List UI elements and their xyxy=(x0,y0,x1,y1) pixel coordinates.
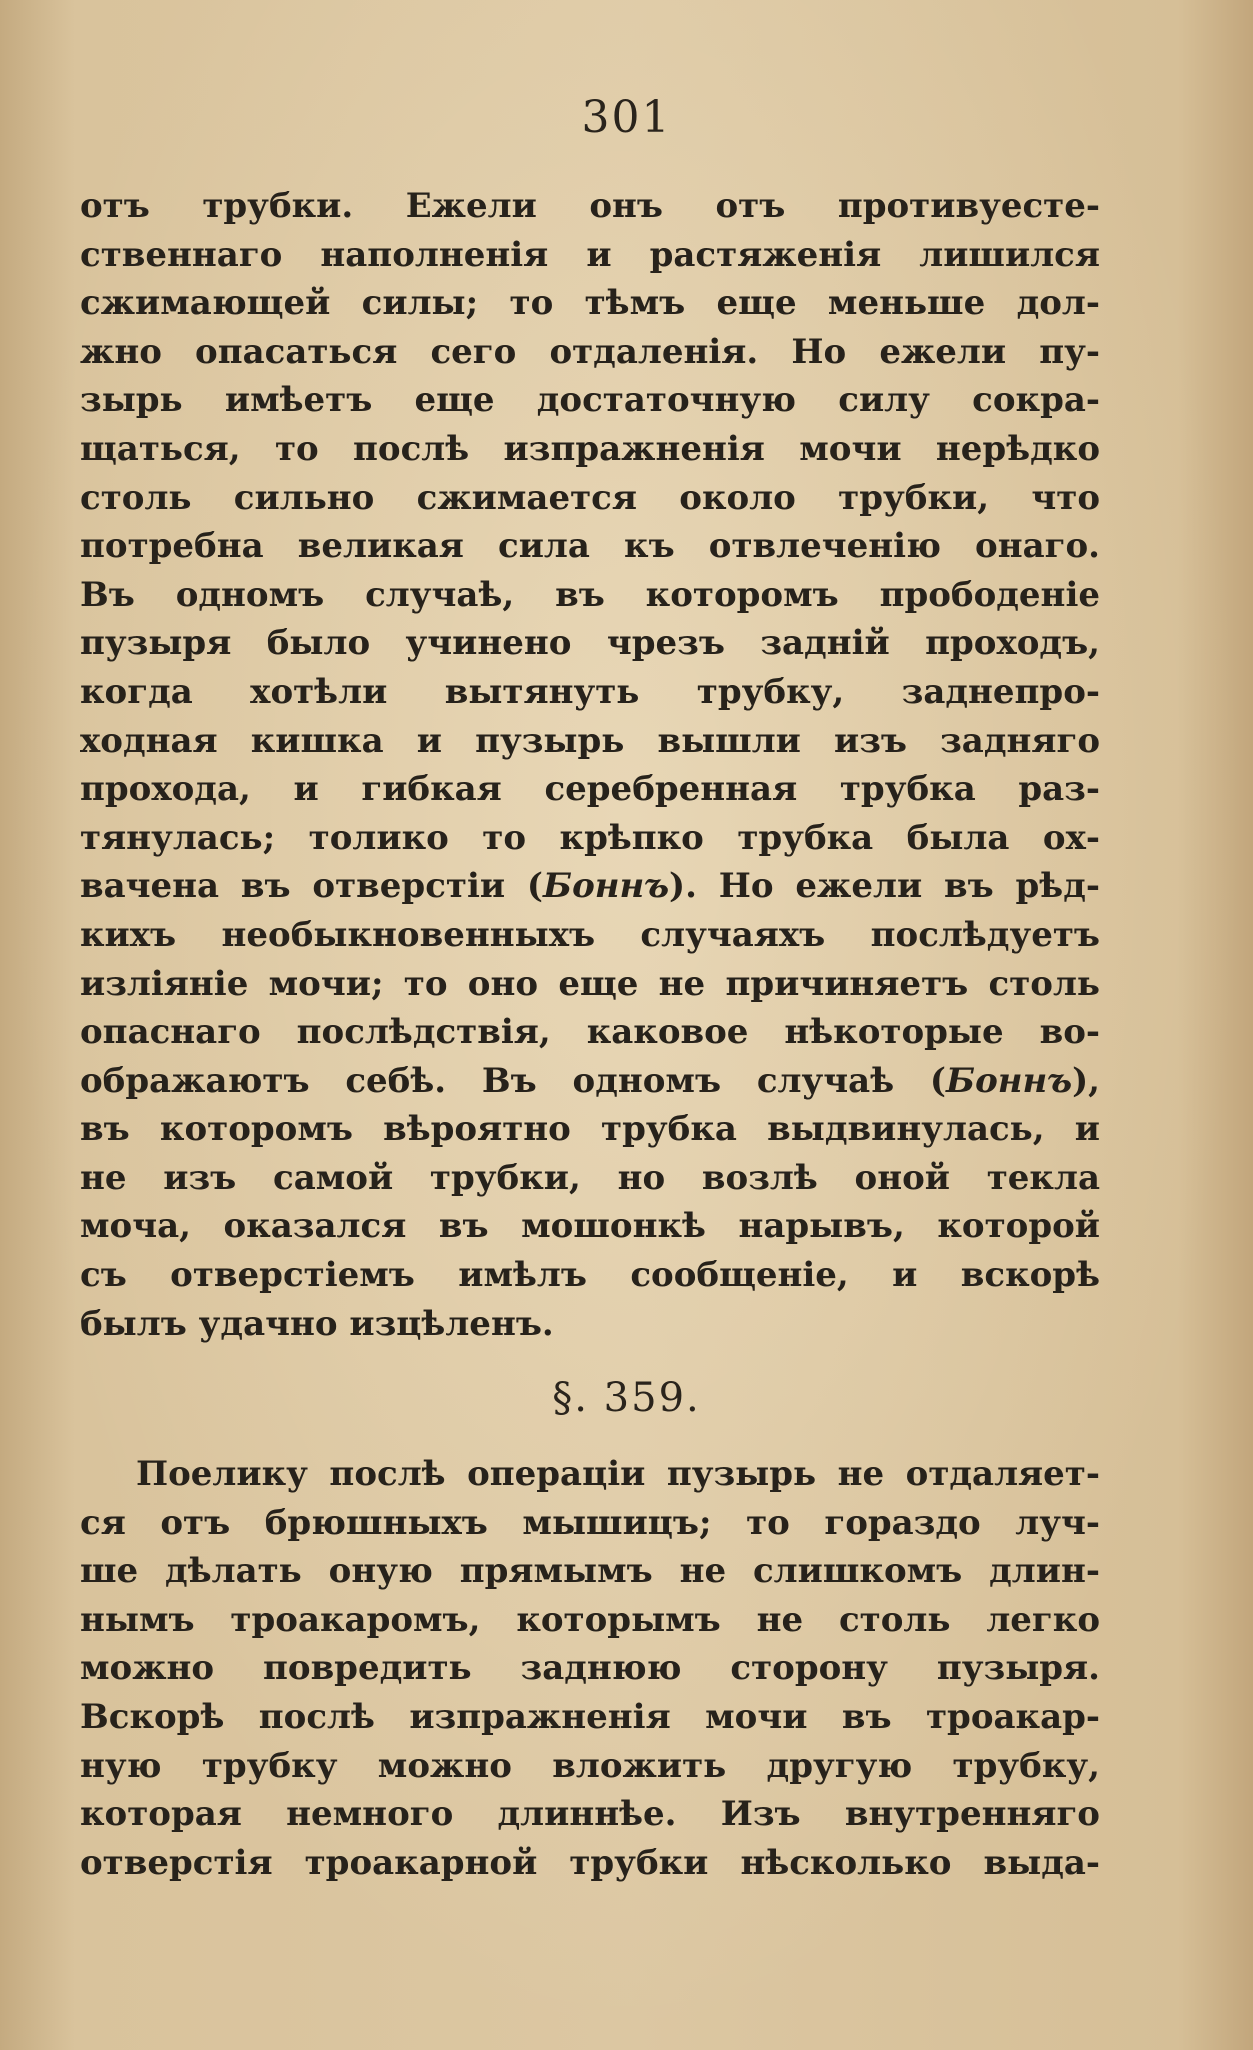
text-line: Вскорѣ послѣ изпражненія мочи въ троакар- xyxy=(80,1696,1100,1737)
text-line: прохода, и гибкая серебренная трубка раз- xyxy=(80,769,1100,810)
text-line: въ которомъ вѣроятно трубка выдвинулась, и xyxy=(80,1109,1100,1150)
text-line: сжимающей силы; то тѣмъ еще меньше дол- xyxy=(80,283,1100,324)
text-line: щаться, то послѣ изпражненія мочи нерѣдко xyxy=(80,428,1100,469)
text-line: ходная кишка и пузырь вышли изъ задняго xyxy=(80,720,1100,761)
text-line: пузыря было учинено чрезъ задній проходъ, xyxy=(80,623,1100,664)
author-reference: Боннъ xyxy=(543,866,670,907)
text-line: столь сильно сжимается около трубки, что xyxy=(80,477,1100,518)
text-line: зырь имѣетъ еще достаточную силу сокра- xyxy=(80,380,1100,421)
text-fragment: ), xyxy=(1072,1060,1100,1101)
text-line: которая немного длиннѣе. Изъ внутренняго xyxy=(80,1794,1100,1835)
section-heading: §. 359. xyxy=(552,1375,701,1421)
text-line: отъ трубки. Ежели онъ отъ противуесте- xyxy=(80,186,1100,226)
page-number: 301 xyxy=(581,92,672,143)
text-line: ше дѣлать оную прямымъ не слишкомъ длин- xyxy=(80,1551,1100,1592)
text-line xyxy=(80,862,1100,911)
text-fragment: ). Но ежели въ рѣд- xyxy=(669,866,1100,907)
text-line: можно повредить заднюю сторону пузыря. xyxy=(80,1648,1100,1689)
text-line: нымъ троакаромъ, которымъ не столь легко xyxy=(80,1599,1100,1640)
paragraph-2 xyxy=(80,1450,1100,1887)
text-fragment: вачена въ отверстіи ( xyxy=(80,866,544,907)
text-line: потребна великая сила къ отвлеченію онаго. xyxy=(80,526,1100,567)
text-line: Поелику послѣ операціи пузырь не отдаляет- xyxy=(136,1454,1100,1494)
author-reference: Боннъ xyxy=(946,1060,1073,1101)
text-line: былъ удачно изцѣленъ. xyxy=(80,1303,554,1344)
paragraph-1 xyxy=(80,182,1100,1348)
text-line: отверстія троакарной трубки нѣсколько выда- xyxy=(80,1842,1100,1883)
text-fragment: ображаютъ себѣ. Въ одномъ случаѣ ( xyxy=(80,1060,947,1101)
text-line: кихъ необыкновенныхъ случаяхъ послѣдуетъ xyxy=(80,914,1100,955)
text-line: тянулась; толико то крѣпко трубка была ох- xyxy=(80,817,1100,858)
text-line: ную трубку можно вложить другую трубку, xyxy=(80,1745,1100,1786)
text-line: жно опасаться сего отдаленія. Но ежели пу- xyxy=(80,331,1100,372)
text-line: изліяніе мочи; то оно еще не причиняетъ столь xyxy=(80,963,1100,1004)
text-line: ся отъ брюшныхъ мышицъ; то гораздо луч- xyxy=(80,1502,1100,1543)
text-line: ственнаго наполненія и растяженія лишился xyxy=(80,234,1100,275)
text-line: не изъ самой трубки, но возлѣ оной текла xyxy=(80,1157,1100,1198)
text-line: Въ одномъ случаѣ, въ которомъ прободеніе xyxy=(80,574,1100,615)
text-line: съ отверстіемъ имѣлъ сообщеніе, и вскорѣ xyxy=(80,1255,1100,1296)
text-line: когда хотѣли вытянуть трубку, заднепро- xyxy=(80,671,1100,712)
text-line: опаснаго послѣдствія, каковое нѣкоторые во- xyxy=(80,1012,1100,1053)
text-line xyxy=(80,1057,1100,1106)
text-line: моча, оказался въ мошонкѣ нарывъ, которой xyxy=(80,1206,1100,1247)
